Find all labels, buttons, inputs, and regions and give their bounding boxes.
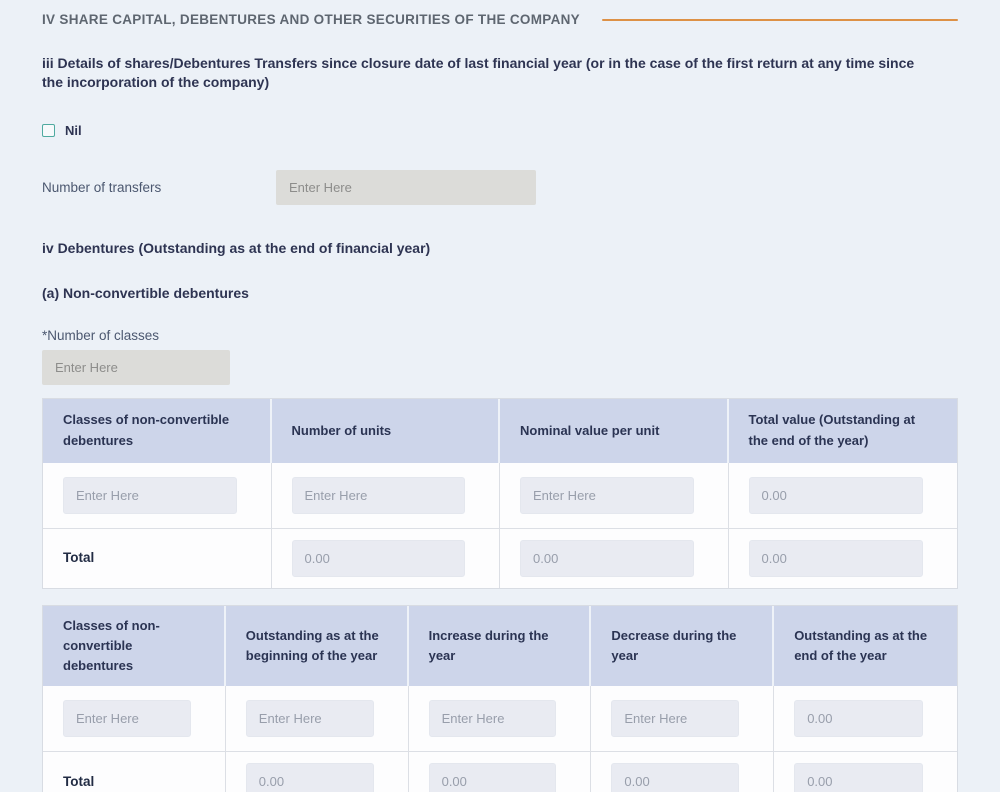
total-total-value-input[interactable] (749, 540, 924, 577)
table-row (43, 686, 957, 751)
column-header: Decrease during the year (591, 606, 774, 686)
column-header: Nominal value per unit (500, 399, 729, 463)
total-decrease-input[interactable] (611, 763, 739, 792)
total-nominal-value-input[interactable] (520, 540, 694, 577)
number-of-classes-input[interactable] (42, 350, 230, 385)
table-header-row (43, 606, 957, 686)
decrease-during-year-input[interactable] (611, 700, 739, 737)
table-total-row (43, 751, 957, 792)
class-name-input[interactable] (63, 477, 237, 514)
nominal-value-input[interactable] (520, 477, 694, 514)
column-header: Increase during the year (409, 606, 592, 686)
nil-checkbox-row (42, 123, 958, 138)
column-header: Classes of non-convertible debentures (43, 399, 272, 463)
number-of-units-input[interactable] (292, 477, 466, 514)
transfer-details-heading: iii Details of shares/Debentures Transfers since closure date of last financial year (or in the case of the first return at any time since the incorporation of the company) (42, 55, 915, 91)
outstanding-beginning-input[interactable] (246, 700, 374, 737)
column-header: Number of units (272, 399, 501, 463)
number-of-transfers-input[interactable] (276, 170, 536, 205)
nil-checkbox-label: Nil (65, 122, 82, 138)
section-title: IV SHARE CAPITAL, DEBENTURES AND OTHER SECURITIES OF THE COMPANY (42, 12, 580, 27)
debentures-units-table (42, 398, 958, 589)
table-row (43, 463, 957, 528)
number-of-transfers-field (42, 170, 958, 205)
total-units-input[interactable] (292, 540, 466, 577)
class-name-input[interactable] (63, 700, 191, 737)
outstanding-end-input[interactable] (794, 700, 923, 737)
nil-checkbox[interactable] (42, 124, 55, 137)
increase-during-year-input[interactable] (429, 700, 557, 737)
section-header (42, 0, 958, 27)
number-of-transfers-label: Number of transfers (42, 179, 162, 195)
column-header: Total value (Outstanding at the end of the year) (729, 399, 958, 463)
total-label: Total (63, 773, 95, 789)
total-outstanding-end-input[interactable] (794, 763, 923, 792)
total-value-input[interactable] (749, 477, 924, 514)
total-outstanding-beginning-input[interactable] (246, 763, 374, 792)
number-of-classes-label: *Number of classes (42, 327, 160, 343)
table-total-row (43, 528, 957, 588)
accent-divider-line (602, 19, 958, 21)
debentures-heading: iv Debentures (Outstanding as at the end of financial year) (42, 239, 431, 256)
table-header-row (43, 399, 957, 463)
column-header: Outstanding as at the beginning of the year (226, 606, 409, 686)
total-label: Total (63, 550, 95, 566)
non-convertible-debentures-heading: (a) Non-convertible debentures (42, 284, 249, 301)
debentures-movement-table (42, 605, 958, 792)
column-header: Outstanding as at the end of the year (774, 606, 957, 686)
total-increase-input[interactable] (429, 763, 557, 792)
column-header: Classes of non-convertible debentures (43, 606, 226, 686)
